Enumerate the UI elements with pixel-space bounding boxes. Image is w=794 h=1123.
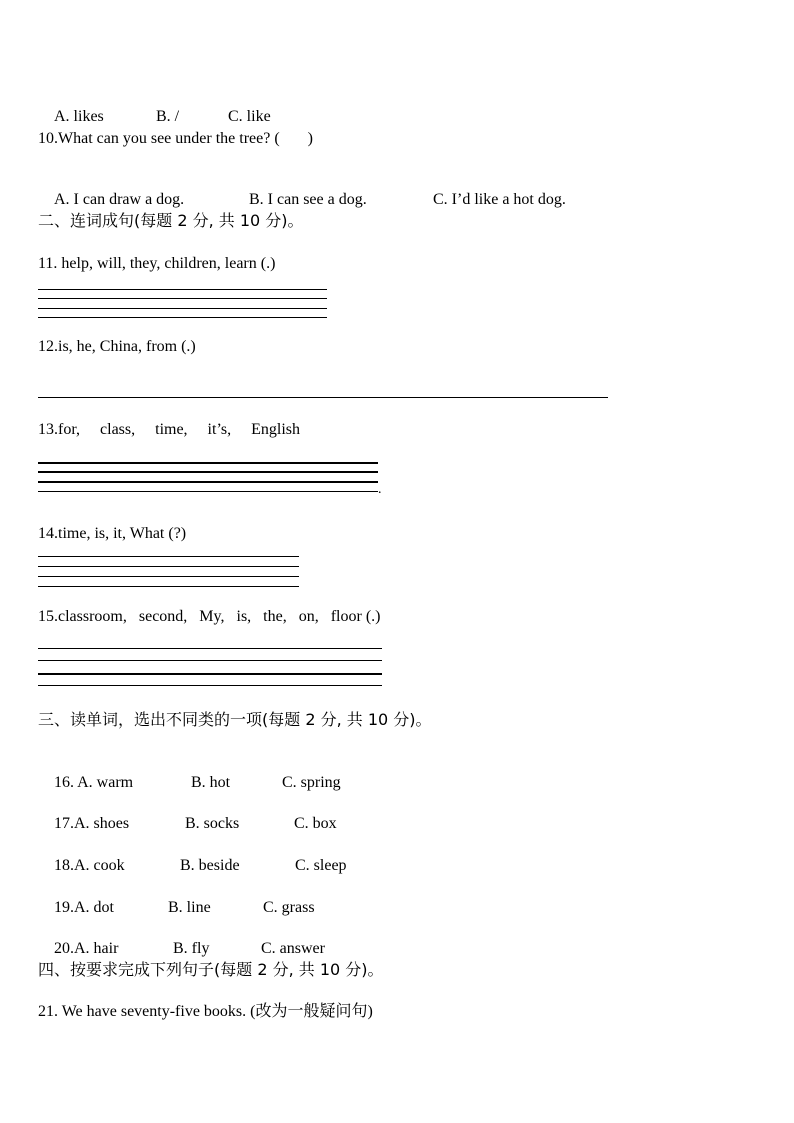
section4-title: 四、按要求完成下列句子(每题 2 分, 共 10 分)。	[38, 960, 384, 979]
section3-title: 三、读单词，选出不同类的一项(每题 2 分, 共 10 分)。	[38, 710, 432, 729]
answer-line	[38, 298, 327, 299]
q10-option-a: A. I can draw a dog.	[54, 191, 185, 208]
q16-option-a: 16. A. warm	[54, 774, 134, 791]
q18-option-a: 18.A. cook	[54, 857, 125, 874]
q15-prompt: 15.classroom, second, My, is, the, on, floor (.)	[38, 608, 381, 625]
answer-line	[38, 317, 327, 318]
q19-option-c: C. grass	[263, 899, 315, 916]
answer-line	[38, 673, 382, 675]
answer-line	[38, 576, 299, 577]
q20-option-c: C. answer	[261, 940, 325, 957]
answer-line	[38, 660, 382, 661]
q17-option-a: 17.A. shoes	[54, 815, 130, 832]
q13-prompt: 13.for, class, time, it’s, English	[38, 421, 301, 438]
q18-option-b: B. beside	[180, 857, 240, 874]
answer-line	[38, 397, 608, 398]
answer-line	[38, 491, 378, 492]
section2-title: 二、连词成句(每题 2 分, 共 10 分)。	[38, 211, 304, 230]
answer-line	[38, 556, 299, 557]
q10-question: 10.What can you see under the tree? ( )	[38, 130, 313, 147]
q10-option-b: B. I can see a dog.	[249, 191, 367, 208]
q20-option-a: 20.A. hair	[54, 940, 119, 957]
q16-option-c: C. spring	[282, 774, 341, 791]
answer-line	[38, 566, 299, 567]
answer-line	[38, 481, 378, 483]
q18-option-c: C. sleep	[295, 857, 347, 874]
q9-option-b: B. /	[156, 108, 180, 125]
q20-option-b: B. fly	[173, 940, 210, 957]
q14-prompt: 14.time, is, it, What (?)	[38, 525, 187, 542]
q17-option-c: C. box	[294, 815, 337, 832]
q19-option-a: 19.A. dot	[54, 899, 114, 916]
answer-line	[38, 685, 382, 686]
q16-option-b: B. hot	[191, 774, 231, 791]
answer-line	[38, 289, 327, 290]
q13-end-period: .	[378, 482, 382, 497]
q12-prompt: 12.is, he, China, from (.)	[38, 338, 196, 355]
answer-line	[38, 586, 299, 587]
answer-line	[38, 462, 378, 464]
q9-option-c: C. like	[228, 108, 271, 125]
answer-line	[38, 471, 378, 473]
q11-prompt: 11. help, will, they, children, learn (.)	[38, 255, 276, 272]
q10-option-c: C. I’d like a hot dog.	[433, 191, 566, 208]
answer-line	[38, 308, 327, 309]
q17-option-b: B. socks	[185, 815, 240, 832]
answer-line	[38, 648, 382, 649]
q21-prompt: 21. We have seventy-five books. (改为一般疑问句)	[38, 1003, 373, 1020]
q19-option-b: B. line	[168, 899, 211, 916]
q9-option-a: A. likes	[54, 108, 104, 125]
